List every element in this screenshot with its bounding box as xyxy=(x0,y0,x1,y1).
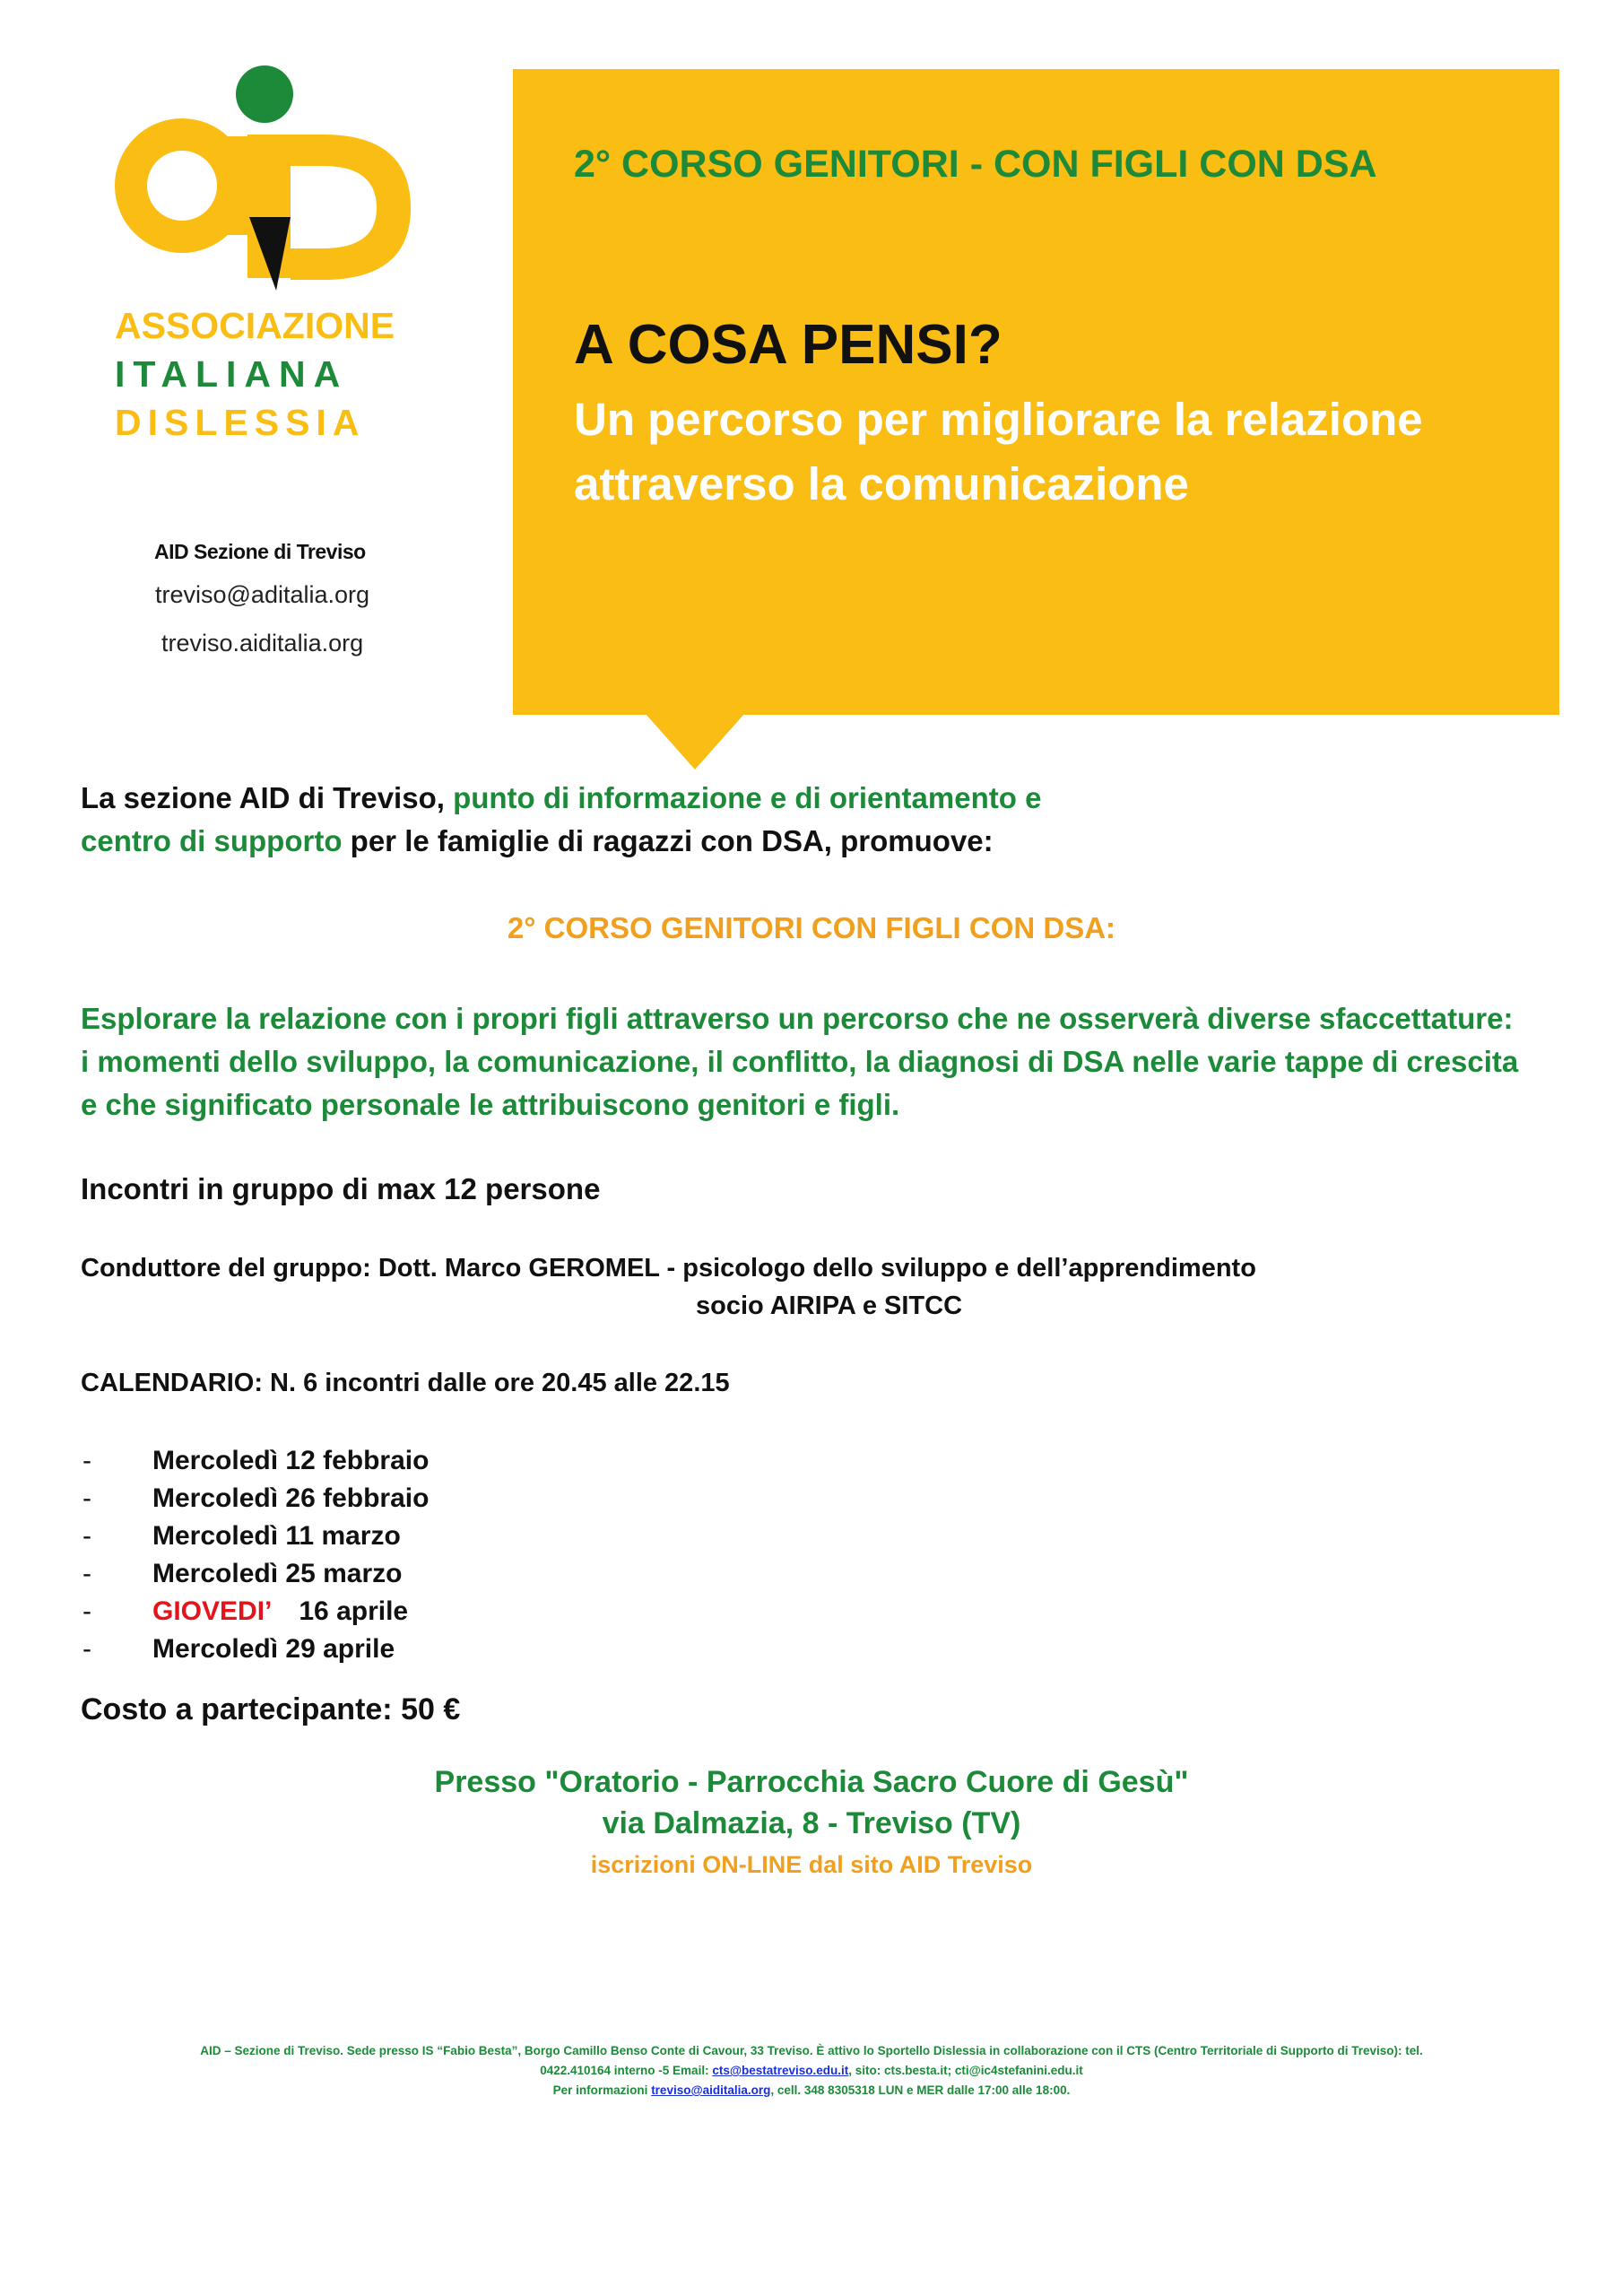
intro-paragraph xyxy=(81,777,1041,863)
footer-cts-email-link[interactable]: cts@bestatreviso.edu.it xyxy=(712,2064,849,2077)
date-item xyxy=(82,1631,429,1668)
date-value: 12 febbraio xyxy=(285,1446,430,1475)
footer-line-3 xyxy=(0,2081,1623,2100)
description-line-3: e che significato personale le attribuiscono genitori e figli. xyxy=(81,1088,900,1121)
venue-name: Presso "Oratorio - Parrocchia Sacro Cuore di Gesù" xyxy=(434,1765,1189,1799)
date-value: 29 aprile xyxy=(285,1634,395,1664)
date-day-highlighted: GIOVEDI’ xyxy=(152,1596,273,1626)
footer-text: Per informazioni xyxy=(552,2083,652,2097)
banner-subtitle xyxy=(574,387,1423,517)
org-section-name: AID Sezione di Treviso xyxy=(154,540,366,563)
registration-note: iscrizioni ON-LINE dal sito AID Treviso xyxy=(590,1851,1033,1878)
list-dash: - xyxy=(82,1483,91,1513)
footer-text: 0422.410164 interno -5 Email: xyxy=(540,2064,713,2077)
date-day: Mercoledì xyxy=(152,1446,279,1475)
conductor-line-2: socio AIRIPA e SITCC xyxy=(696,1292,963,1320)
date-day: Mercoledì xyxy=(152,1483,279,1513)
date-value: 26 febbraio xyxy=(285,1483,430,1513)
footer-line-2 xyxy=(0,2061,1623,2081)
footer-text: , cell. 348 8305318 LUN e MER dalle 17:00 alle 18:00. xyxy=(770,2083,1071,2097)
group-size: Incontri in gruppo di max 12 persone xyxy=(81,1172,601,1205)
date-day: Mercoledì xyxy=(152,1559,279,1588)
date-day: Mercoledì xyxy=(152,1634,279,1664)
date-value: 11 marzo xyxy=(285,1521,401,1551)
course-heading: 2° CORSO GENITORI CON FIGLI CON DSA: xyxy=(507,911,1116,944)
calendar-dates xyxy=(82,1442,429,1668)
date-item xyxy=(82,1593,429,1631)
date-item xyxy=(82,1555,429,1593)
description-line-2: i momenti dello sviluppo, la comunicazione, il conflitto, la diagnosi di DSA nelle varie tappe di crescita xyxy=(81,1045,1519,1078)
conductor-line-1: Conduttore del gruppo: Dott. Marco GEROMEL - psicologo dello sviluppo e dell’apprendimento xyxy=(81,1254,1256,1283)
aid-logo-mark xyxy=(115,65,438,334)
date-value: 25 marzo xyxy=(285,1559,403,1588)
footer xyxy=(0,2041,1623,2100)
calendar-heading: CALENDARIO: N. 6 incontri dalle ore 20.45 alle 22.15 xyxy=(81,1369,730,1397)
footer-line-1: AID – Sezione di Treviso. Sede presso IS “Fabio Besta”, Borgo Camillo Benso Conte di Cavour, 33 Treviso. È attivo lo Sportello Dislessia in collaborazione con il CTS (Centro Territoriale di Supporto di Treviso): tel. xyxy=(200,2044,1423,2057)
org-email: treviso@aditalia.org xyxy=(155,581,370,608)
date-value: 16 aprile xyxy=(299,1596,409,1626)
course-description xyxy=(81,997,1518,1126)
intro-text-a: La sezione AID di Treviso, xyxy=(81,781,454,814)
banner-subtitle-line2: attraverso la comunicazione xyxy=(574,458,1189,509)
banner-subtitle-line1: Un percorso per migliorare la relazione xyxy=(574,394,1423,445)
footer-aid-email-link[interactable]: treviso@aiditalia.org xyxy=(651,2083,771,2097)
header-banner xyxy=(513,69,1559,715)
list-dash: - xyxy=(82,1634,91,1664)
intro-text-d: per le famiglie di ragazzi con DSA, promuove: xyxy=(342,824,994,857)
org-website: treviso.aiditalia.org xyxy=(161,630,364,657)
logo-line-italiana: ITALIANA xyxy=(115,353,349,395)
list-dash: - xyxy=(82,1596,91,1626)
banner-headline: A COSA PENSI? xyxy=(574,314,1002,376)
date-day: Mercoledì xyxy=(152,1521,279,1551)
logo-line-dislessia: DISLESSIA xyxy=(115,402,366,443)
aid-logo xyxy=(115,65,438,459)
venue-address: via Dalmazia, 8 - Treviso (TV) xyxy=(602,1806,1021,1840)
list-dash: - xyxy=(82,1521,91,1551)
date-item xyxy=(82,1442,429,1480)
footer-text: , sito: cts.besta.it; cti@ic4stefanini.edu.it xyxy=(848,2064,1083,2077)
list-dash: - xyxy=(82,1559,91,1588)
intro-text-b: punto di informazione e di orientamento e xyxy=(453,781,1042,814)
intro-text-c: centro di supporto xyxy=(81,824,343,857)
description-line-1: Esplorare la relazione con i propri figli attraverso un percorso che ne osserverà diverse sfaccettature: xyxy=(81,1002,1514,1035)
logo-line-associazione: ASSOCIAZIONE xyxy=(115,305,395,346)
date-item xyxy=(82,1480,429,1518)
cost: Costo a partecipante: 50 € xyxy=(81,1692,461,1726)
banner-pointer xyxy=(646,714,744,770)
banner-course-title: 2° CORSO GENITORI - CON FIGLI CON DSA xyxy=(574,143,1377,186)
list-dash: - xyxy=(82,1446,91,1475)
date-item xyxy=(82,1518,429,1555)
